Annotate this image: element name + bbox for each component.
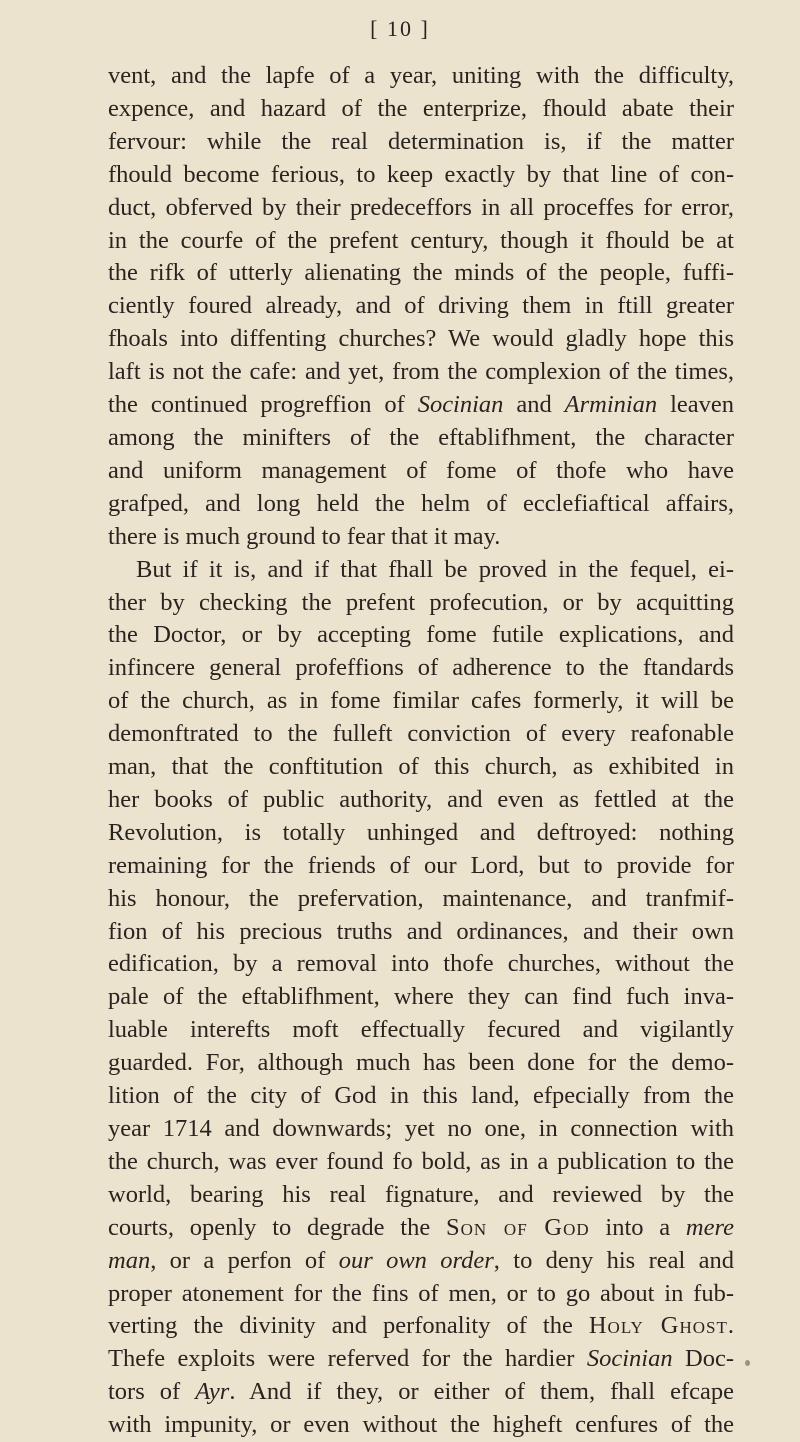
text-segment: the rifk of utterly alienating the minds of the people, fuffi- — [108, 259, 734, 287]
text-line — [108, 981, 734, 1014]
text-segment: lition of the city of God in this land, efpecially from the — [108, 1082, 734, 1110]
text-segment: , or a perfon of — [150, 1246, 339, 1274]
text-line — [108, 1047, 734, 1080]
text-segment: leaven — [657, 391, 734, 419]
text-segment: grafped, and long held the helm of ecclefiaftical affairs, — [108, 489, 734, 517]
text-segment: of the church, as in fome fimilar cafes formerly, it will be — [108, 687, 734, 715]
text-segment: and uniform management of fome of thofe who have — [108, 456, 734, 484]
text-segment: Son of God — [445, 1213, 590, 1241]
text-segment: . And if they, or either of them, fhall efcape — [229, 1378, 734, 1406]
text-segment: man, that the conftitution of this church, as exhibited in — [108, 753, 734, 781]
text-segment: Doc- — [672, 1345, 734, 1373]
text-segment: proper atonement for the fins of men, or to go about in fub- — [108, 1279, 734, 1307]
text-line — [108, 422, 734, 455]
text-line — [108, 948, 734, 981]
text-segment: courts, openly to degrade the — [108, 1213, 446, 1241]
text-line — [108, 323, 734, 356]
text-line — [108, 1014, 734, 1047]
text-segment: with impunity, or even without the higheft cenfures of the — [108, 1411, 734, 1439]
text-segment: expence, and hazard of the enterprize, fhould abate their — [108, 94, 734, 122]
text-line — [108, 257, 734, 290]
text-segment: remaining for the friends of our Lord, but to provide for — [108, 851, 734, 879]
text-segment: . — [727, 1312, 734, 1340]
text-segment: the Doctor, or by accepting fome futile explications, and — [108, 621, 734, 649]
text-segment: the church, was ever found fo bold, as in a publication to the — [108, 1147, 734, 1175]
text-line — [108, 455, 734, 488]
text-line — [108, 1376, 734, 1409]
text-segment: tors of — [108, 1378, 196, 1406]
text-line — [108, 93, 734, 126]
text-line — [108, 1343, 734, 1376]
text-line — [108, 1179, 734, 1212]
text-segment: our own order — [338, 1246, 494, 1274]
text-segment: demonftrated to the fulleft conviction of every reafonable — [108, 720, 734, 748]
text-line — [108, 1409, 734, 1442]
text-line — [108, 225, 734, 258]
text-line — [108, 1212, 734, 1245]
text-segment: fion of his precious truths and ordinances, and their own — [108, 917, 734, 945]
text-segment: into a — [589, 1213, 686, 1241]
text-line — [108, 290, 734, 323]
text-segment: fhoals into diffenting churches? We would gladly hope this — [108, 325, 734, 353]
text-segment: man — [108, 1246, 151, 1274]
text-segment: But if it is, and if that fhall be proved in the fequel, ei- — [136, 555, 734, 583]
text-segment: guarded. For, although much has been done for the demo- — [108, 1049, 734, 1077]
text-segment: Arminian — [564, 391, 658, 419]
text-line — [108, 751, 734, 784]
text-line — [108, 817, 734, 850]
text-segment: luable interefts moft effectually fecured and vigilantly — [108, 1016, 734, 1044]
text-line — [108, 1080, 734, 1113]
text-line — [108, 356, 734, 389]
text-line — [108, 1146, 734, 1179]
text-segment: pale of the eftablifhment, where they can find fuch inva- — [108, 983, 734, 1011]
text-segment: ther by checking the prefent profecution, or by acquitting — [108, 588, 734, 616]
text-line — [108, 60, 734, 93]
text-segment: there is much ground to fear that it may. — [108, 522, 501, 550]
text-line — [108, 587, 734, 620]
text-line — [108, 554, 734, 587]
text-line — [108, 652, 734, 685]
text-line — [108, 1278, 734, 1311]
text-line — [108, 488, 734, 521]
text-line — [108, 685, 734, 718]
text-line — [108, 1310, 734, 1343]
text-line — [108, 619, 734, 652]
text-line — [108, 916, 734, 949]
text-line — [108, 718, 734, 751]
text-segment: year 1714 and downwards; yet no one, in connection with — [108, 1115, 734, 1142]
text-line — [108, 126, 734, 159]
text-line — [108, 389, 734, 422]
text-segment: the continued progreffion of — [108, 391, 418, 419]
page-number: [ 10 ] — [370, 16, 430, 41]
text-line — [108, 1245, 734, 1278]
text-segment: mere — [685, 1213, 734, 1241]
text-segment: Socinian — [586, 1345, 673, 1373]
body-text — [108, 60, 734, 1442]
text-segment: world, bearing his real fignature, and reviewed by the — [108, 1180, 734, 1208]
text-line — [108, 883, 734, 916]
text-segment: her books of public authority, and even as fettled at the — [108, 785, 734, 813]
text-line — [108, 784, 734, 817]
text-segment: fervour: while the real determination is, if the matter — [108, 127, 734, 155]
text-line — [108, 192, 734, 225]
text-segment: ciently foured already, and of driving them in ftill greater — [108, 292, 734, 320]
text-segment: laft is not the cafe: and yet, from the complexion of the times, — [108, 358, 734, 386]
text-segment: Ayr — [195, 1378, 230, 1406]
text-segment: his honour, the prefervation, maintenance, and tranfmif- — [108, 884, 734, 912]
text-segment: vent, and the lapfe of a year, uniting with the difficulty, — [108, 62, 734, 89]
text-segment: and — [503, 391, 565, 419]
text-segment: fhould become ferious, to keep exactly by that line of con- — [108, 160, 734, 188]
text-segment: Socinian — [417, 391, 504, 419]
text-line — [108, 1113, 734, 1146]
text-segment: Revolution, is totally unhinged and deftroyed: nothing — [108, 818, 734, 846]
text-segment: verting the divinity and perfonality of the — [108, 1312, 589, 1340]
text-segment: Thefe exploits were referved for the hardier — [108, 1345, 587, 1373]
text-line — [108, 850, 734, 883]
text-segment: , to deny his real and — [493, 1246, 734, 1274]
text-segment: in the courfe of the prefent century, though it fhould be at — [108, 226, 734, 254]
text-line — [108, 159, 734, 192]
text-segment: Holy Ghost — [588, 1312, 728, 1340]
text-segment: duct, obferved by their predeceffors in all proceffes for error, — [108, 193, 734, 221]
text-segment: among the minifters of the eftablifhment, the character — [108, 423, 734, 451]
ink-spot — [745, 1360, 750, 1366]
text-line — [108, 521, 734, 554]
text-segment: edification, by a removal into thofe churches, without the — [108, 950, 734, 978]
text-segment: infincere general profeffions of adherence to the ftandards — [108, 654, 734, 682]
